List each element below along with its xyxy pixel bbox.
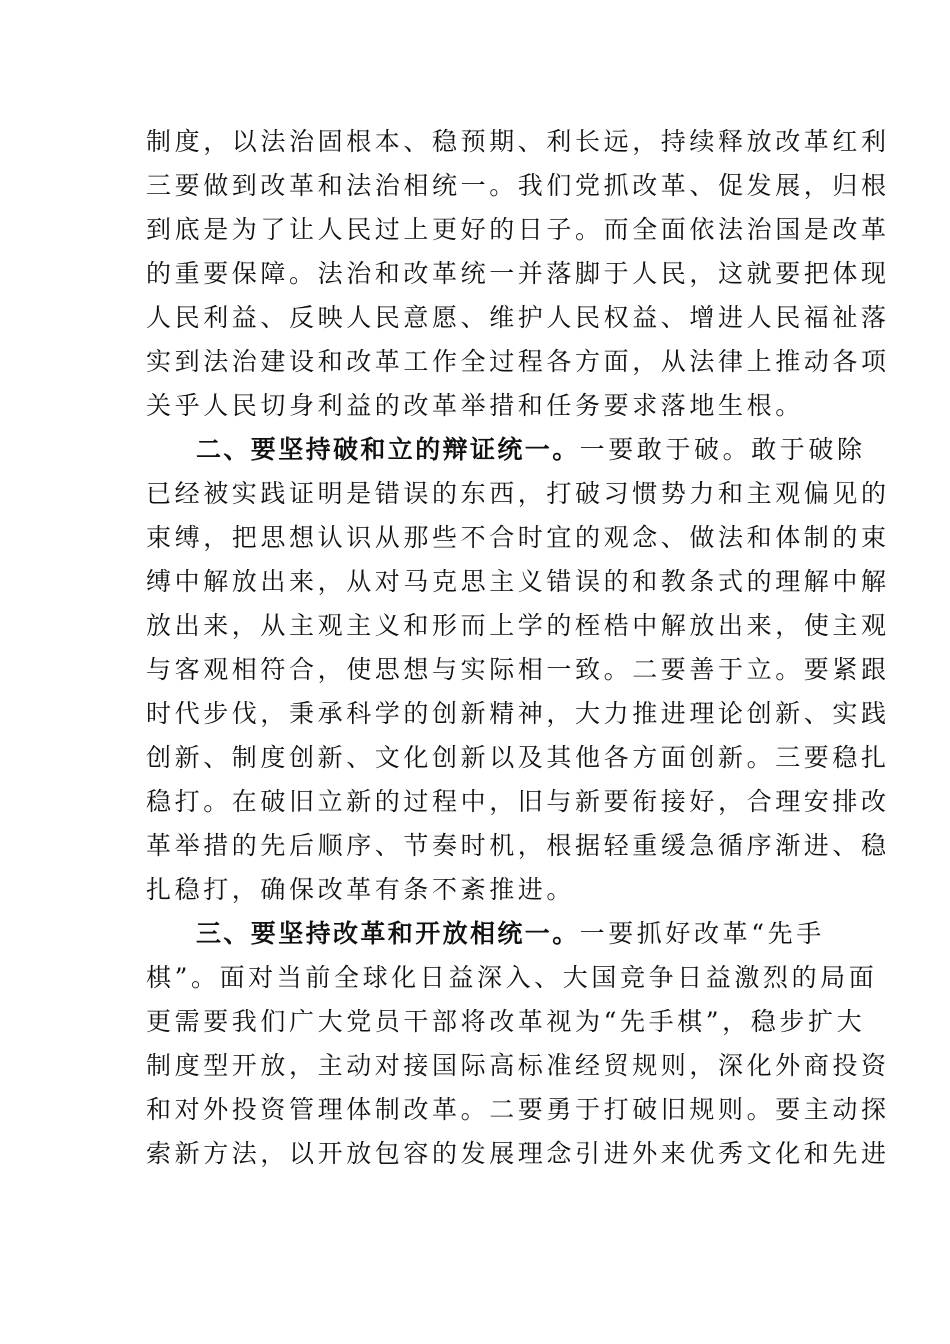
paragraph-line: 棋”。面对当前全球化日益深入、大国竞争日益激烈的局面 [146,963,878,992]
section-3-heading: 三、要坚持改革和开放相统一。 [196,919,580,948]
section-2-first-line [196,431,866,469]
paragraph-line: 制度，以法治固根本、稳预期、利长远，持续释放改革红利 [146,127,890,156]
section-3-first-line-text: 一要抓好改革“先手 [579,919,825,948]
paragraph-line: 束缚，把思想认识从那些不合时宜的观念、做法和体制的束 [146,523,890,552]
paragraph-line: 人民利益、反映人民意愿、维护人民权益、增进人民福祉落 [146,303,890,332]
paragraph-line: 关乎人民切身利益的改革举措和任务要求落地生根。 [146,391,804,420]
paragraph-line: 与客观相符合，使思想与实际相一致。二要善于立。要紧跟 [146,655,890,684]
paragraph-line: 更需要我们广大党员干部将改革视为“先手棋”，稳步扩大 [146,1007,866,1036]
paragraph-line: 索新方法，以开放包容的发展理念引进外来优秀文化和先进 [146,1139,890,1168]
paragraph-line: 革举措的先后顺序、节奏时机，根据轻重缓急循序渐进、稳 [146,831,890,860]
paragraph-line: 三要做到改革和法治相统一。我们党抓改革、促发展，归根 [146,171,890,200]
paragraph-line: 缚中解放出来，从对马克思主义错误的和教条式的理解中解 [146,567,890,596]
section-3-first-line [196,915,825,953]
paragraph-line: 已经被实践证明是错误的东西，打破习惯势力和主观偏见的 [146,479,890,508]
paragraph-line: 时代步伐，秉承科学的创新精神，大力推进理论创新、实践 [146,699,890,728]
paragraph-line: 到底是为了让人民过上更好的日子。而全面依法治国是改革 [146,215,890,244]
paragraph-line: 扎稳打，确保改革有条不紊推进。 [146,875,576,904]
paragraph-line: 放出来，从主观主义和形而上学的桎梏中解放出来，使主观 [146,611,890,640]
paragraph-line: 创新、制度创新、文化创新以及其他各方面创新。三要稳扎 [146,743,890,772]
paragraph-line: 的重要保障。法治和改革统一并落脚于人民，这就要把体现 [146,259,890,288]
paragraph-line: 稳打。在破旧立新的过程中，旧与新要衔接好，合理安排改 [146,787,890,816]
section-2-first-line-text: 一要敢于破。敢于破除 [579,435,866,464]
section-2-heading: 二、要坚持破和立的辩证统一。 [196,435,580,464]
paragraph-line: 和对外投资管理体制改革。二要勇于打破旧规则。要主动探 [146,1095,890,1124]
paragraph-line: 制度型开放，主动对接国际高标准经贸规则，深化外商投资 [146,1051,890,1080]
paragraph-line: 实到法治建设和改革工作全过程各方面，从法律上推动各项 [146,347,890,376]
